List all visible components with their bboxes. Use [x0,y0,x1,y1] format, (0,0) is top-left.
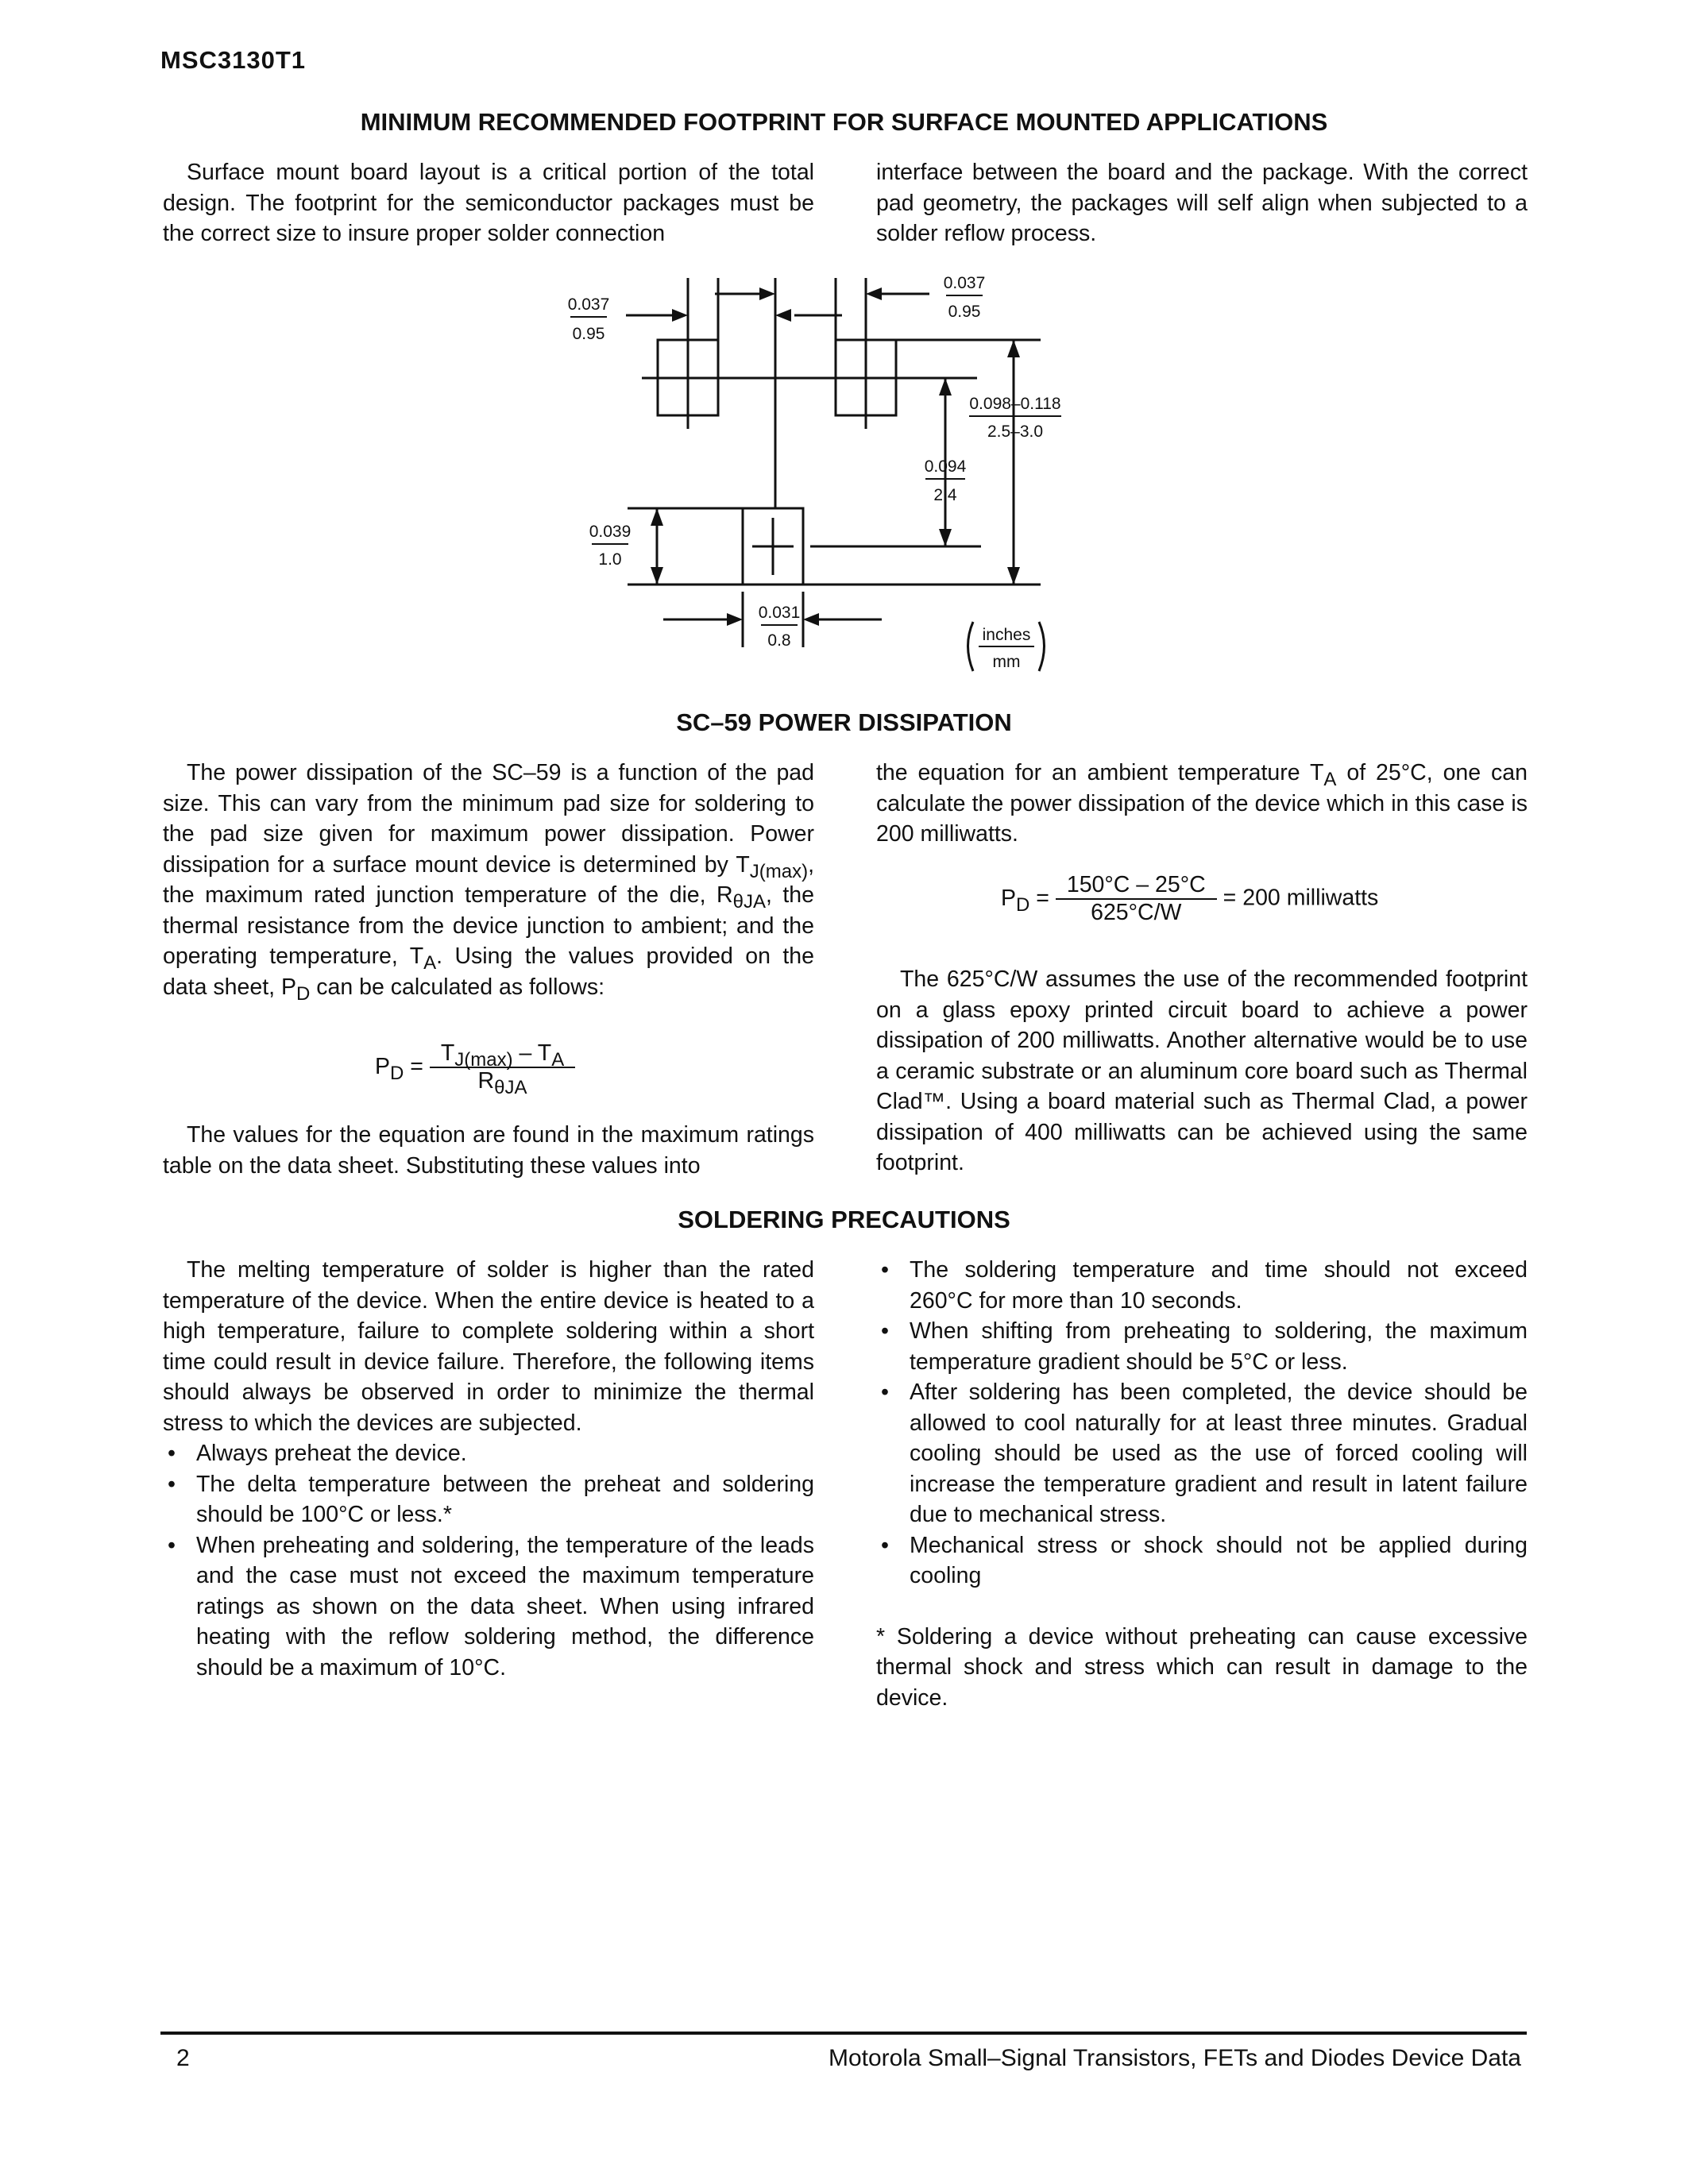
eq2-denominator: 625°C/W [1091,900,1182,925]
list-item: • Always preheat the device. [168,1441,467,1466]
dim-pitch-in: 0.094 [924,457,967,476]
footer-title: Motorola Small–Signal Transistors, FETs and Diodes Device Data [828,2045,1521,2071]
power-left-p2: The values for the equation are found in the maximum ratings table on the data sheet. Substituting these values into [163,1122,814,1179]
soldering-section-title: SOLDERING PRECAUTIONS [678,1206,1010,1233]
arrow-left-b [759,287,775,300]
eq2-fraction [1056,872,1217,926]
arrow-right-b [866,287,882,300]
eq2-result: = 200 milliwatts [1223,885,1379,911]
arrow-right-a [775,309,791,322]
dim-right-in: 0.037 [943,274,986,292]
soldering-footnote: * Soldering a device without preheating can cause excessive thermal shock and stress which can result in damage to the device. [876,1623,1528,1711]
page-number: 2 [176,2045,190,2071]
eq2-lhs: $P_D$ = [1001,885,1049,916]
dim-padh-in: 0.039 [589,523,632,541]
power-left-column-2 [163,1120,814,1181]
eq2-numerator: 150°C – 25°C [1056,872,1217,900]
units-inches: inches [982,626,1031,644]
units-mm: mm [992,653,1021,671]
arrow-pitch-down [939,529,952,546]
list-item: • When shifting from preheating to soldering, the maximum temperature gradient should be 5°C or less. [881,1318,1528,1375]
part-number-header: MSC3130T1 [160,46,307,74]
footprint-diagram [0,0,1688,715]
list-item: • The soldering temperature and time should not exceed 260°C for more than 10 seconds. [881,1257,1528,1314]
power-right-column-2 [876,964,1528,1179]
footer-rule [160,2032,1527,2035]
power-right-p1: the equation for an ambient temperature $T_A$ of 25°C, one can calculate the power dissipation of the device which in this case is 200 milliwatts. [876,760,1528,847]
dim-right-mm: 0.95 [948,303,981,321]
arrow-padh-up [651,508,663,526]
list-item: • Mechanical stress or shock should not be applied during cooling [881,1532,1528,1588]
arrow-padw-left [803,613,819,626]
eq1-fraction [430,1040,575,1098]
dim-padh-mm: 1.0 [598,550,622,569]
dim-height-in: 0.098–0.118 [969,395,1061,413]
power-section-title: SC–59 POWER DISSIPATION [676,708,1012,736]
soldering-left-bullets [163,1438,814,1683]
list-item: • The delta temperature between the preheat and soldering should be 100°C or less.* [168,1471,814,1527]
arrow-height-down [1007,567,1020,585]
dim-padw-mm: 0.8 [767,631,791,650]
footprint-intro-right-text: interface between the board and the package. With the correct pad geometry, the packages will self align when subjected to a solder reflow process. [876,160,1528,246]
power-right-column [876,758,1528,850]
equation-pd-value [1001,872,1378,926]
arrow-left-a [672,309,688,322]
power-right-p2: The 625°C/W assumes the use of the recommended footprint on a glass epoxy printed circuit board to achieve a power dissipation of 200 milliwatts. Another alternative would be to use a ceramic substrate or an aluminum core board such as Thermal Clad™. Using a board material such as Thermal Clad, a power dissipation of 400 milliwatts can be achieved using the same footprint. [876,967,1528,1175]
power-left-p1: The power dissipation of the SC–59 is a function of the pad size. This can vary from the minimum pad size for soldering to the pad size given for maximum power dissipation. Power dissipation for a surface mount device is determined by $T_{J(max)}$, the maximum rated junction temperature of the die, $R_{\theta JA}$, the thermal resistance from the device junction to ambient; and the operating temperature, $T_A$. Using the values provided on the data sheet, $P_D$ can be calculated as follows: [163,760,814,1005]
equation-pd-general [375,1040,575,1098]
list-item: • After soldering has been completed, the device should be allowed to cool naturally for at least three minutes. Gradual cooling should be used as the use of forced cooling will increase the temperature gradient and result in latent failure due to mechanical stress. [881,1379,1528,1527]
soldering-left-column [163,1255,814,1683]
arrow-padw-right [727,613,743,626]
dim-left-in: 0.037 [567,295,610,314]
soldering-right-column [876,1255,1528,1713]
dim-pitch-mm: 2.4 [933,486,957,504]
soldering-right-bullets [876,1255,1528,1592]
power-left-column [163,758,814,1005]
list-item: • When preheating and soldering, the temperature of the leads and the case must not exceed the maximum temperature ratings as shown on the data sheet. When using infrared heating with the reflow soldering method, the difference should be a maximum of 10°C. [168,1532,814,1680]
eq1-lhs: $P_D$ = [375,1053,423,1084]
footprint-intro-left-text: Surface mount board layout is a critical portion of the total design. The footprint for the semiconductor packages must be the correct size to insure proper solder connection [163,160,814,246]
eq1-denominator: $R_{\theta JA}$ [477,1068,527,1098]
arrow-padh-down [651,567,663,585]
arrow-height-up [1007,340,1020,357]
footprint-section-title: MINIMUM RECOMMENDED FOOTPRINT FOR SURFACE MOUNTED APPLICATIONS [360,108,1328,136]
arrow-pitch-up [939,378,952,396]
dim-padw-in: 0.031 [758,604,801,622]
soldering-intro: The melting temperature of solder is higher than the rated temperature of the device. When the entire device is heated to a high temperature, failure to complete soldering within a short time could result in device failure. Therefore, the following items should always be observed in order to minimize the thermal stress to which the devices are subjected. [163,1257,814,1436]
eq1-numerator: $T_{J(max)} - T_A$ [430,1040,575,1068]
dim-left-mm: 0.95 [572,325,605,343]
dim-height-mm: 2.5–3.0 [987,423,1044,441]
